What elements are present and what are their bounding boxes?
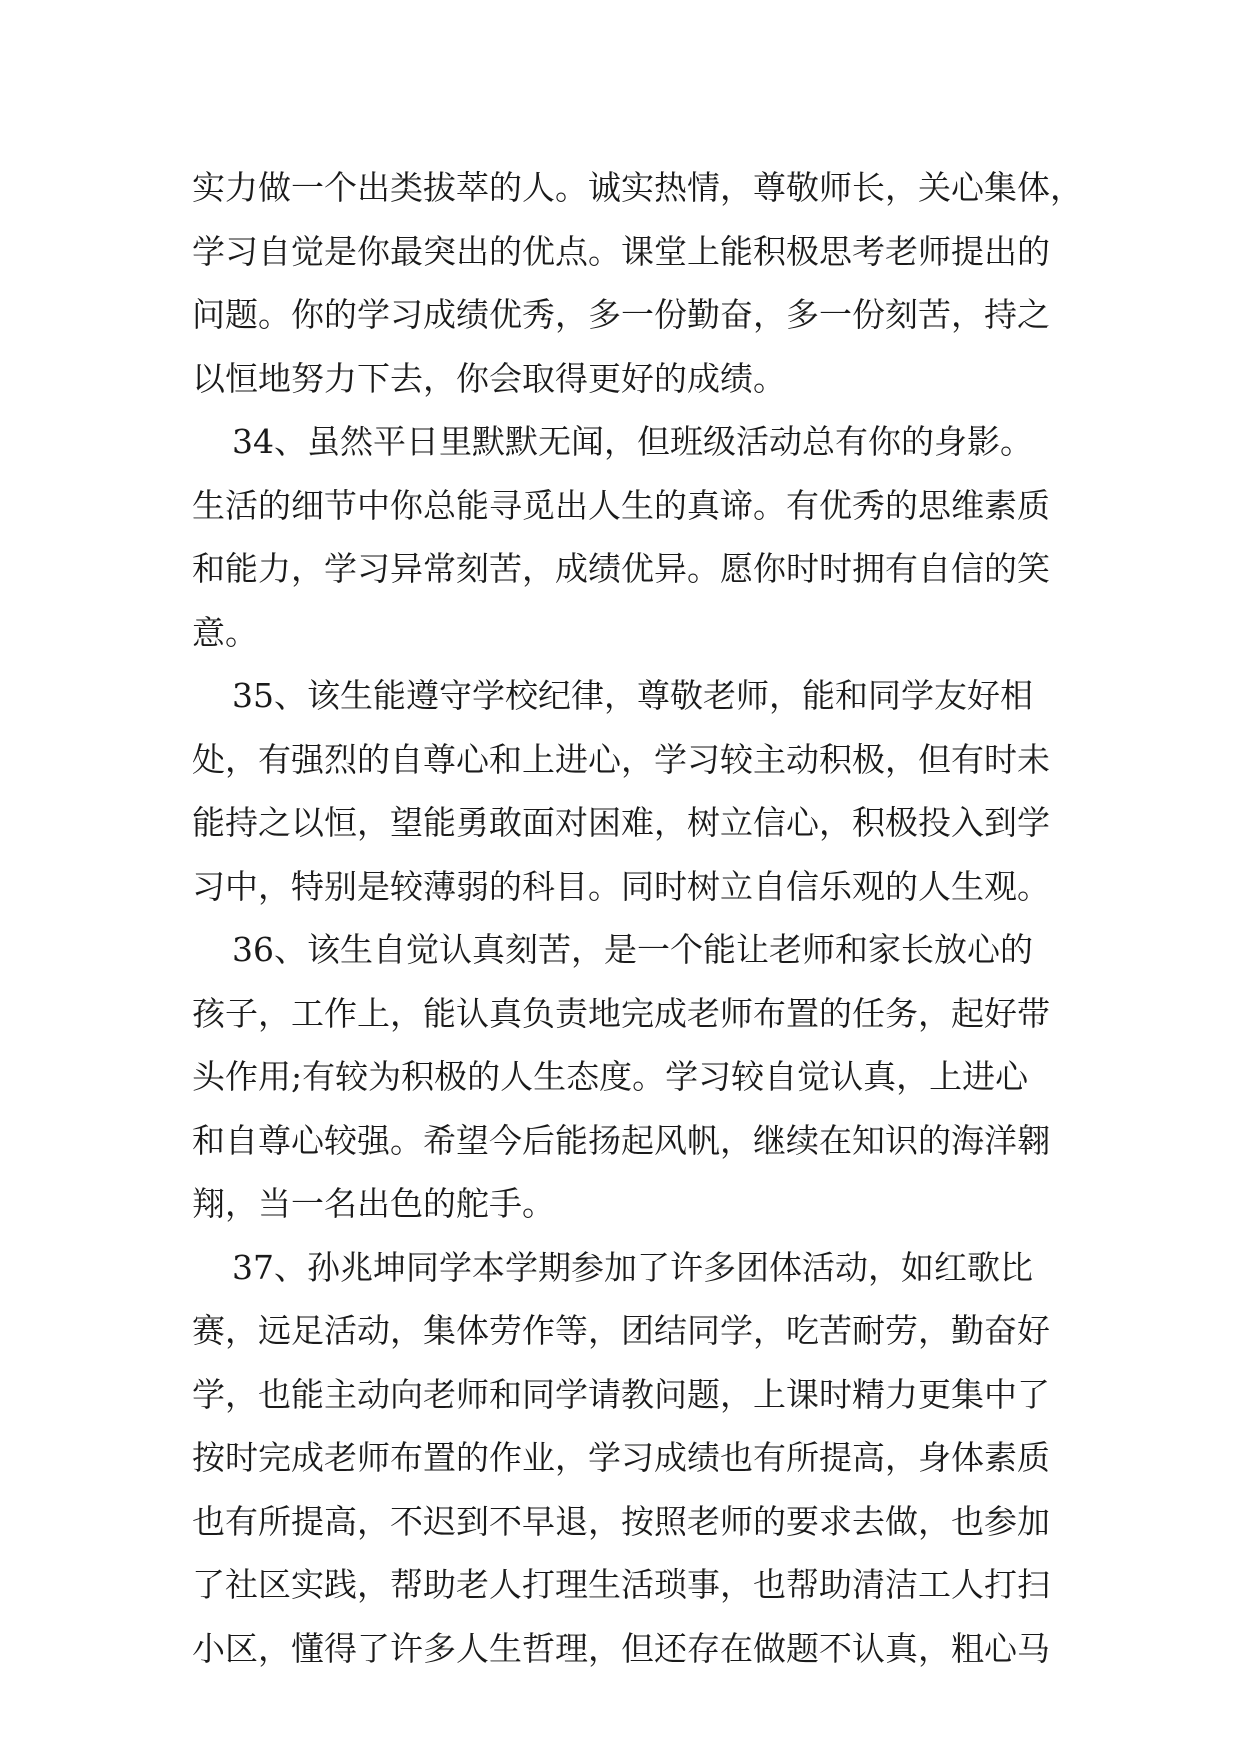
text-line: 以恒地努力下去，你会取得更好的成绩。 <box>192 358 786 398</box>
document-body <box>192 156 1083 1680</box>
text-line: 孩子，工作上，能认真负责地完成老师布置的任务，起好带 <box>192 993 1050 1033</box>
text-line: 意。 <box>192 612 258 652</box>
paragraph-36-start: 36、该生自觉认真刻苦，是一个能让老师和家长放心的 <box>232 930 1033 969</box>
text-line: 生活的细节中你总能寻觅出人生的真谛。有优秀的思维素质 <box>192 485 1050 525</box>
paragraph-37-start: 37、孙兆坤同学本学期参加了许多团体活动，如红歌比 <box>232 1247 1033 1287</box>
text-line: 习中，特别是较薄弱的科目。同时树立自信乐观的人生观。 <box>192 866 1050 906</box>
text-line: 学习自觉是你最突出的优点。课堂上能积极思考老师提出的 <box>192 231 1050 271</box>
text-line: 按时完成老师布置的作业，学习成绩也有所提高，身体素质 <box>192 1438 1050 1477</box>
paragraph-34-start: 34、虽然平日里默默无闻，但班级活动总有你的身影。 <box>232 422 1033 461</box>
paragraph-35-start: 35、该生能遵守学校纪律，尊敬老师，能和同学友好相 <box>232 676 1033 715</box>
text-line: 和能力，学习异常刻苦，成绩优异。愿你时时拥有自信的笑 <box>192 549 1050 588</box>
text-line: 赛，远足活动，集体劳作等，团结同学，吃苦耐劳，勤奋好 <box>192 1311 1050 1350</box>
text-line: 问题。你的学习成绩优秀，多一份勤奋，多一份刻苦，持之 <box>192 295 1050 334</box>
text-line: 头作用;有较为积极的人生态度。学习较自觉认真，上进心 <box>192 1057 1029 1096</box>
text-line: 小区，懂得了许多人生哲理，但还存在做题不认真，粗心马 <box>192 1628 1050 1668</box>
text-line: 和自尊心较强。希望今后能扬起风帆，继续在知识的海洋翱 <box>192 1120 1050 1160</box>
text-line: 处，有强烈的自尊心和上进心，学习较主动积极，但有时未 <box>192 739 1050 779</box>
text-line: 也有所提高，不迟到不早退，按照老师的要求去做，也参加 <box>192 1501 1050 1541</box>
text-line: 实力做一个出类拔萃的人。诚实热情，尊敬师长，关心集体， <box>192 168 1083 207</box>
text-line: 了社区实践，帮助老人打理生活琐事，也帮助清洁工人打扫 <box>192 1565 1050 1604</box>
text-line: 翔，当一名出色的舵手。 <box>192 1184 555 1223</box>
text-line: 学，也能主动向老师和同学请教问题，上课时精力更集中了 <box>192 1374 1050 1414</box>
text-line: 能持之以恒，望能勇敢面对困难，树立信心，积极投入到学 <box>192 803 1050 842</box>
